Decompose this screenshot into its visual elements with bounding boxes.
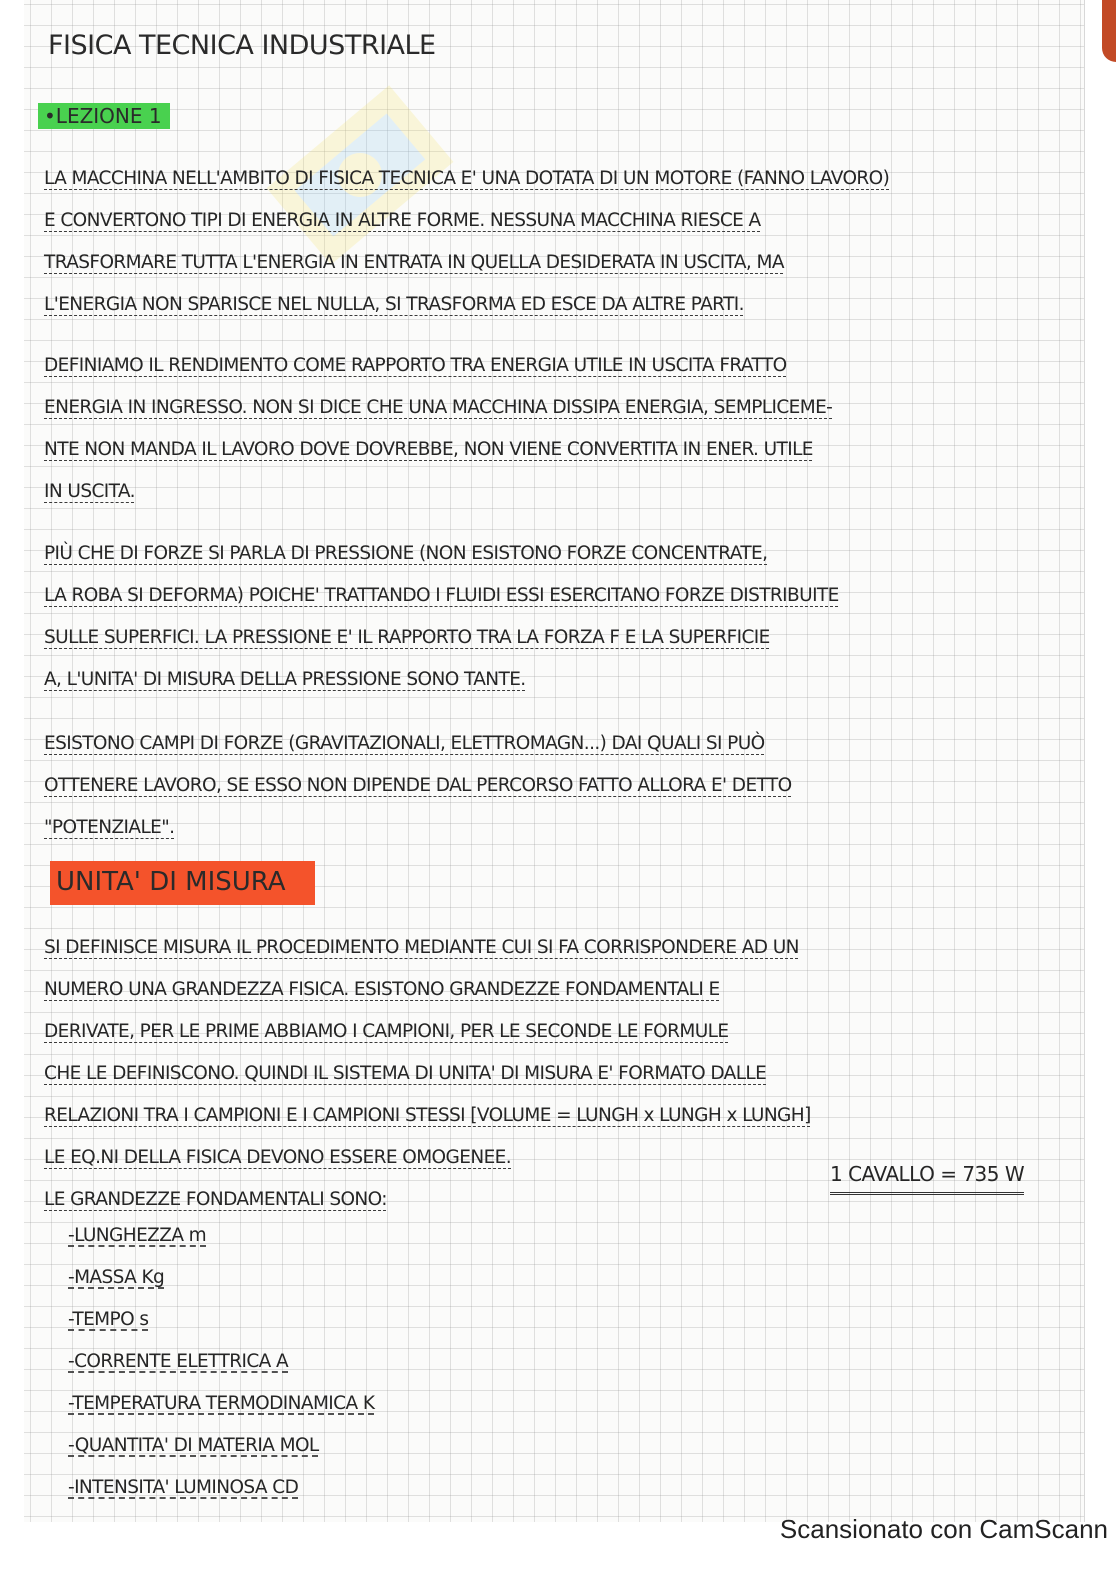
text-line: L'ENERGIA NON SPARISCE NEL NULLA, SI TRASFORMA ED ESCE DA ALTRE PARTI. [44,294,744,315]
text-line: LA MACCHINA NELL'AMBITO DI FISICA TECNICA E' UNA DOTATA DI UN MOTORE (FANNO LAVORO) [44,168,890,189]
list-item: -LUNGHEZZA m [68,1225,207,1246]
text-line: RELAZIONI TRA I CAMPIONI E I CAMPIONI STESSI [VOLUME = LUNGH x LUNGH x LUNGH] [44,1105,811,1126]
text-line: NTE NON MANDA IL LAVORO DOVE DOVREBBE, NON VIENE CONVERTITA IN ENER. UTILE [44,439,813,460]
text-line: OTTENERE LAVORO, SE ESSO NON DIPENDE DAL PERCORSO FATTO ALLORA E' DETTO [44,775,792,796]
grandezze-list [68,1215,374,1509]
list-item: -QUANTITA' DI MATERIA MOL [68,1435,319,1456]
text-line: LE EQ.NI DELLA FISICA DEVONO ESSERE OMOGENEE. [44,1147,512,1168]
text-line: DERIVATE, PER LE PRIME ABBIAMO I CAMPIONI, PER LE SECONDE LE FORMULE [44,1021,729,1042]
list-item: -MASSA Kg [68,1267,165,1288]
text-line: SI DEFINISCE MISURA IL PROCEDIMENTO MEDIANTE CUI SI FA CORRISPONDERE AD UN [44,937,799,958]
cavallo-note: 1 CAVALLO = 735 W [830,1162,1024,1195]
text-line: LA ROBA SI DEFORMA) POICHE' TRATTANDO I FLUIDI ESSI ESERCITANO FORZE DISTRIBUITE [44,585,839,606]
text-line: LE GRANDEZZE FONDAMENTALI SONO: [44,1189,387,1210]
paragraph-rendimento [44,345,1084,513]
paragraph-macchina [44,158,1084,326]
text-line: SULLE SUPERFICI. LA PRESSIONE E' IL RAPPORTO TRA LA FORZA F E LA SUPERFICIE [44,627,770,648]
text-line: TRASFORMARE TUTTA L'ENERGIA IN ENTRATA IN QUELLA DESIDERATA IN USCITA, MA [44,252,784,273]
unita-di-misura-heading: UNITA' DI MISURA [50,861,315,905]
list-item: -TEMPO s [68,1309,149,1330]
page-title: FISICA TECNICA INDUSTRIALE [48,30,436,61]
list-item: -TEMPERATURA TERMODINAMICA K [68,1393,375,1414]
scanner-footer: Scansionato con CamScann [779,1514,1108,1544]
list-item: -INTENSITA' LUMINOSA CD [68,1477,299,1498]
page-edge-tab [1102,0,1116,62]
text-line: "POTENZIALE". [44,817,175,838]
text-line: ESISTONO CAMPI DI FORZE (GRAVITAZIONALI, ELETTROMAGN...) DAI QUALI SI PUÒ [44,733,765,754]
paragraph-pressione [44,533,1084,701]
text-line: NUMERO UNA GRANDEZZA FISICA. ESISTONO GRANDEZZE FONDAMENTALI E [44,979,720,1000]
list-item: -CORRENTE ELETTRICA A [68,1351,289,1372]
text-line: DEFINIAMO IL RENDIMENTO COME RAPPORTO TRA ENERGIA UTILE IN USCITA FRATTO [44,355,787,376]
text-line: CHE LE DEFINISCONO. QUINDI IL SISTEMA DI UNITA' DI MISURA E' FORMATO DALLE [44,1063,767,1084]
text-line: IN USCITA. [44,481,135,502]
paragraph-campi-forze [44,723,1084,849]
text-line: ENERGIA IN INGRESSO. NON SI DICE CHE UNA MACCHINA DISSIPA ENERGIA, SEMPLICEME- [44,397,833,418]
text-line: PIÙ CHE DI FORZE SI PARLA DI PRESSIONE (NON ESISTONO FORZE CONCENTRATE, [44,543,768,564]
text-line: A, L'UNITA' DI MISURA DELLA PRESSIONE SONO TANTE. [44,669,526,690]
lezione-badge: •LEZIONE 1 [38,103,170,129]
text-line: E CONVERTONO TIPI DI ENERGIA IN ALTRE FORME. NESSUNA MACCHINA RIESCE A [44,210,761,231]
